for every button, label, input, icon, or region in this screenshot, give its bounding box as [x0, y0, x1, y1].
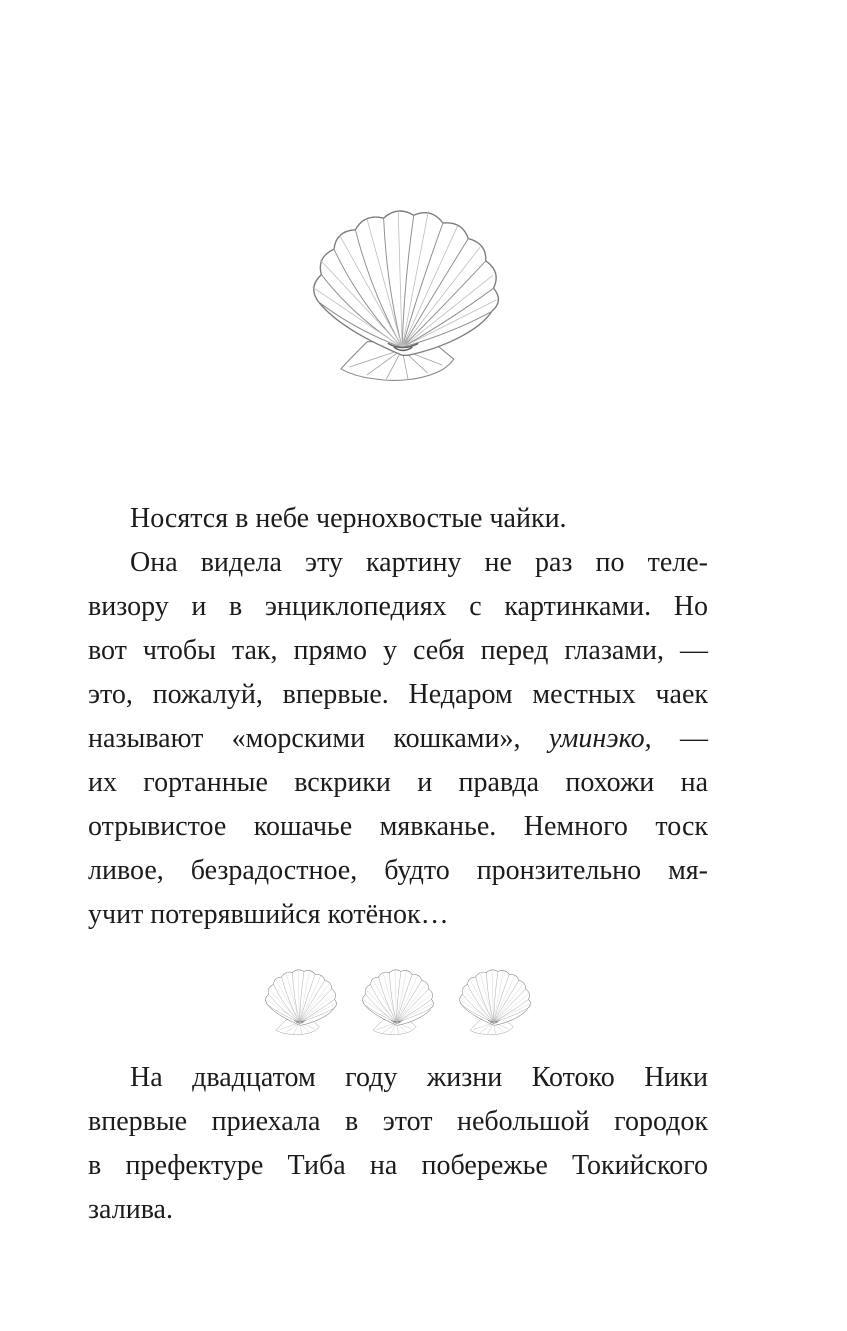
text-line — [88, 1056, 708, 1100]
paragraph — [88, 541, 708, 937]
text-line — [88, 673, 708, 717]
text-line — [88, 717, 708, 761]
scallop-shell-divider-icon — [454, 966, 536, 1038]
text-line — [88, 497, 708, 541]
scallop-shell-illustration — [299, 201, 513, 389]
text-line — [88, 805, 708, 849]
text-line — [88, 893, 708, 937]
text-line — [88, 541, 708, 585]
text-line — [88, 585, 708, 629]
text-line — [88, 849, 708, 893]
text-segment: На двадцатом году жизни Котоко Ники — [130, 1062, 708, 1093]
text-line — [88, 629, 708, 673]
text-line — [88, 1100, 708, 1144]
scallop-shell-divider-icon — [260, 966, 342, 1038]
text-segment: их гортанные вскрики и правда похожи на — [88, 767, 708, 798]
italic-term: уминэко, — [548, 723, 652, 754]
text-segment: впервые приехала в этот небольшой городок — [88, 1106, 708, 1137]
text-segment: ливое, безрадостное, будто пронзительно мя- — [88, 855, 708, 886]
text-segment: учит потерявшийся котёнок… — [88, 899, 449, 930]
text-segment: это, пожалуй, впервые. Недаром местных чаек — [88, 679, 708, 710]
text-line — [88, 1188, 708, 1232]
paragraph — [88, 1056, 708, 1232]
text-segment: отрывистое кошачье мявканье. Немного тоск — [88, 811, 708, 842]
text-segment: в префектуре Тиба на побережье Токийского — [88, 1150, 708, 1181]
text-segment: Носятся в небе чернохвостые чайки. — [130, 503, 567, 534]
paragraph — [88, 497, 708, 541]
scallop-shell-divider-icon — [357, 966, 439, 1038]
text-block-2 — [88, 1056, 708, 1232]
text-block-1 — [88, 497, 708, 937]
text-line — [88, 1144, 708, 1188]
section-divider — [88, 963, 708, 1041]
text-segment: залива. — [88, 1194, 173, 1225]
text-segment: называют «морскими кошками», — [88, 723, 549, 754]
text-segment: визору и в энциклопедиях с картинками. Но — [88, 591, 708, 622]
text-segment: вот чтобы так, прямо у себя перед глазами, — — [88, 635, 708, 666]
text-line — [88, 761, 708, 805]
text-segment: Она видела эту картину не раз по теле- — [130, 547, 708, 578]
text-segment: — — [651, 723, 709, 754]
